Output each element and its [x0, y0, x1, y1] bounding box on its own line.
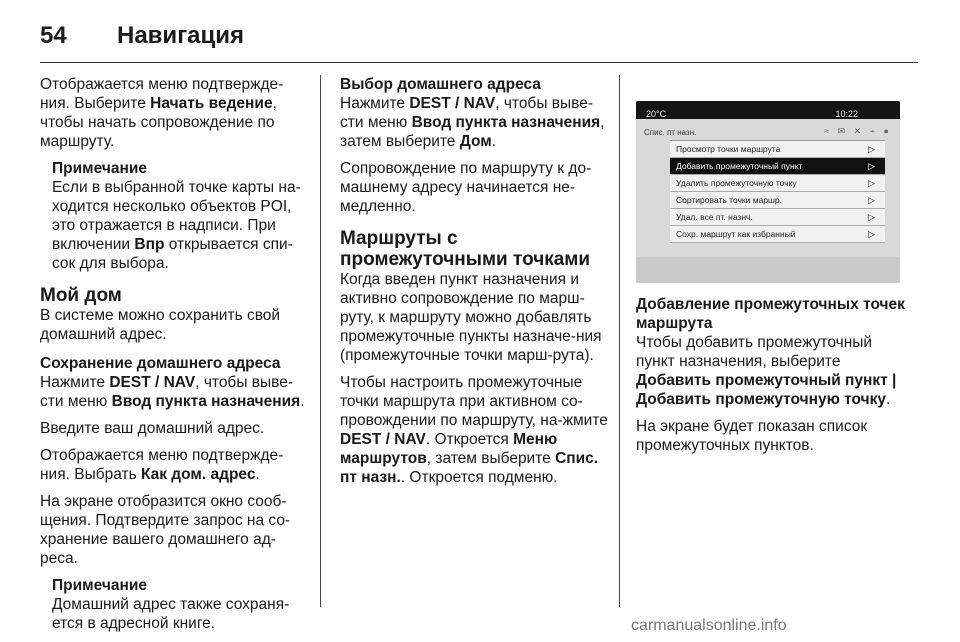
paragraph: Отображается меню подтвержде-ния. Выбрать Как дом. адрес.	[40, 447, 284, 483]
paragraph: На экране отобразится окно сооб-щения. Подтвердите запрос на со-хранение вашего домашнего ад-реса.	[40, 493, 291, 567]
column-2	[340, 75, 608, 495]
screen-menu-item[interactable]	[670, 175, 885, 192]
note-text: Если в выбранной точке карты на-ходится несколько объектов POI, это отражается в надписи. При включении Впр открывается спи-сок для выбора.	[52, 179, 301, 272]
paragraph: На экране будет показан список промежуточных пунктов.	[636, 418, 868, 454]
chevron-right-icon: ▷	[868, 161, 875, 171]
screen-menu-list	[670, 140, 885, 243]
note-text: Домашний адрес также сохраня-ется в адресной книге.	[52, 596, 290, 632]
screen-menu-item-label: Удал. все пт. назнч.	[676, 212, 753, 222]
page-number: 54	[40, 22, 67, 49]
chevron-right-icon: ▷	[868, 178, 875, 188]
paragraph: В системе можно сохранить свой домашний адрес.	[40, 307, 281, 343]
column-divider-1	[320, 75, 321, 607]
column-divider-2	[619, 75, 620, 607]
chevron-right-icon: ▷	[868, 229, 875, 239]
page-title: Навигация	[117, 22, 245, 49]
screen-menu-item-label: Удалить промежуточную точку	[676, 178, 797, 188]
paragraph: Чтобы добавить промежуточный пункт назначения, выберите Добавить промежуточный пункт | Добавить промежуточную точку.	[636, 334, 897, 408]
screen-menu-item-label: Сортировать точки маршр.	[676, 195, 782, 205]
screen-bottom-area	[636, 257, 900, 283]
paragraph: Отображается меню подтвержде-ния. Выберите Начать ведение, чтобы начать сопровождение по маршруту.	[40, 76, 284, 150]
column-3	[636, 75, 908, 463]
screen-menu-title: Спис. пт назн.	[644, 128, 697, 137]
paragraph: Нажмите DEST / NAV, чтобы выве-сти меню Ввод пункта назначения, затем выберите Дом.	[340, 95, 605, 150]
paragraph: Чтобы настроить промежуточные точки маршрута при активном со-провождении по маршруту, на-жмите DEST / NAV. Откроется Меню маршрутов, затем выберите Спис. пт назн.. Откроется подменю.	[340, 374, 608, 486]
subheading-save-home: Сохранение домашнего адреса	[40, 355, 281, 372]
paragraph: Когда введен пункт назначения и активно сопровождение по марш-руту, к маршруту можно добавлять промежуточные пункты назначе-ния (промежуточные точки марш-рута).	[340, 271, 602, 364]
column-1	[40, 75, 310, 642]
subheading-add-waypoints: Добавление промежуточных точек маршрута	[636, 296, 905, 332]
note-box	[52, 159, 310, 273]
screen-menu-item[interactable]	[670, 158, 885, 175]
screen-menu-item-label: Сохр. маршрут как избранный	[676, 229, 796, 239]
screen-status-bar	[636, 101, 900, 119]
screen-menu-item[interactable]	[670, 209, 885, 226]
screen-temperature: 20°C	[646, 109, 667, 119]
screen-status-icons: ≈ ✉ ✕ ⌁ ●	[824, 126, 892, 136]
note-title: Примечание	[52, 160, 147, 177]
note-box	[52, 576, 310, 633]
screen-menu-item[interactable]	[670, 226, 885, 243]
page-header	[40, 14, 920, 54]
screen-menu-item-label: Просмотр точки маршрута	[676, 144, 781, 154]
note-title: Примечание	[52, 577, 147, 594]
section-heading-home: Мой дом	[40, 285, 122, 306]
screen-menu-item-label: Добавить промежуточный пункт	[676, 161, 803, 171]
screen-clock: 10:22	[835, 109, 858, 119]
paragraph: Введите ваш домашний адрес.	[40, 420, 265, 437]
navigation-screen-image	[636, 101, 900, 283]
screen-title-bar	[640, 121, 896, 135]
watermark: carmanualsonline.info	[631, 617, 787, 634]
section-heading-routes: Маршруты с промежуточными точками	[340, 228, 591, 270]
screen-menu-item[interactable]	[670, 192, 885, 209]
chevron-right-icon: ▷	[868, 195, 875, 205]
header-divider	[40, 62, 918, 63]
screen-menu-item[interactable]	[670, 141, 885, 158]
paragraph: Нажмите DEST / NAV, чтобы выве-сти меню Ввод пункта назначения.	[40, 374, 305, 410]
subheading-select-home: Выбор домашнего адреса	[340, 76, 541, 93]
paragraph: Сопровождение по маршруту к до-машнему адресу начинается не-медленно.	[340, 160, 592, 215]
chevron-right-icon: ▷	[868, 144, 875, 154]
chevron-right-icon: ▷	[868, 212, 875, 222]
